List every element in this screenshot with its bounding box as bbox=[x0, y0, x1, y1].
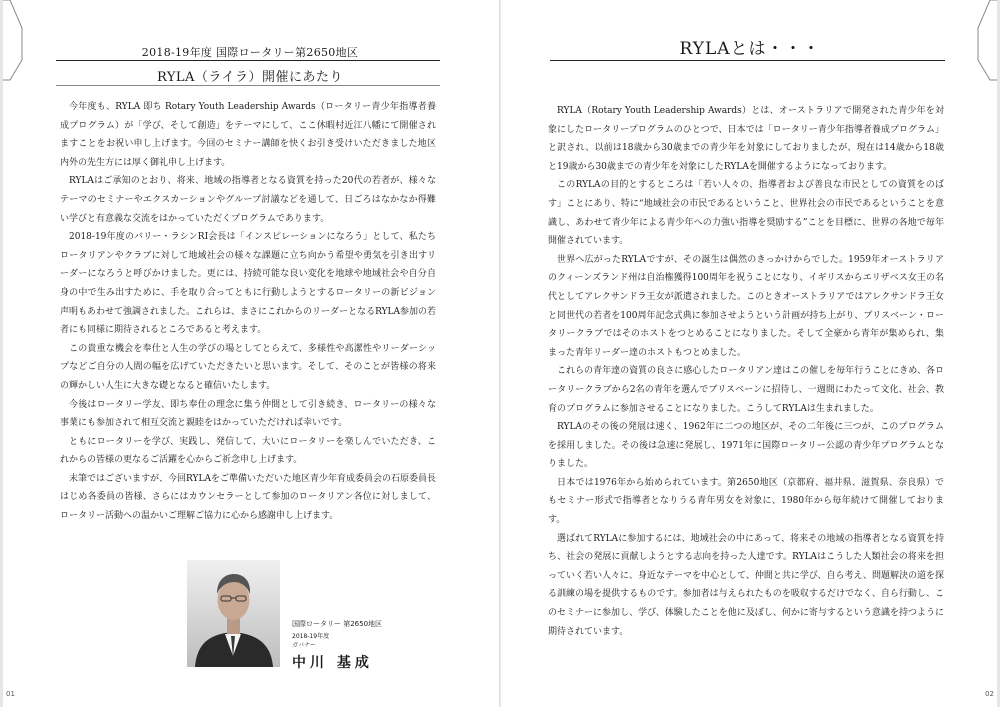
paragraph: 日本では1976年から始められています。第2650地区（京都府、福井県、滋賀県、奈良県）でもセミナー形式で指導者となりうる青年男女を対象に、1980年から毎年続けて開催しております。 bbox=[548, 477, 944, 526]
paragraph: ともにロータリーを学び、実践し、発信して、大いにロータリーを楽しんでいただき、これからの皆様の更なるご活躍を心からご祈念申し上げます。 bbox=[60, 436, 436, 466]
paragraph: このRYLAの目的とするところは「若い人々の、指導者および善良な市民としての資質をのばす」ことにあり、特に“地域社会の市民であるということ、世界社会の市民であるということを意識し、あわせて青少年による青少年への力強い指導を奨励する”ことを目標に、世界の各地で毎年開催されています。 bbox=[548, 180, 944, 247]
paragraph: 2018-19年度のバリー・ラシンRI会長は「インスピレーションになろう」として、私たちロータリアンやクラブに対して地域社会の様々な課題に立ち向かう希望や勇気を引き出すリーダーになろうと呼びかけました。更には、持続可能な良い変化を地球や地域社会や自分自身の中で生み出すために、手を取り合ってともに行動しようとするロータリーの新ビジョン声明もあわせて強調されました。これらは、まさにこれからのリーダーとなるRYLA参加の若者にも同様に期待されるところであると考えます。 bbox=[60, 232, 436, 336]
caption-organization: 国際ロータリー 第2650地区 bbox=[292, 620, 383, 628]
right-page bbox=[500, 0, 1000, 707]
right-corner-tab bbox=[976, 0, 1000, 707]
left-header-subtitle: RYLA（ライラ）開催にあたり bbox=[156, 70, 344, 85]
paragraph: この貴重な機会を奉仕と人生の学びの場としてとらえて、多様性や高潔性やリーダーシップなどご自分の人間の幅を広げていただきたいと思います。そして、そのことが皆様の将来の輝かしい人生に大きな礎となると確信いたします。 bbox=[60, 343, 436, 391]
caption-year: 2018-19年度 bbox=[292, 633, 330, 640]
portrait-photo-icon bbox=[187, 560, 280, 667]
paragraph: RYLAはご承知のとおり、将来、地域の指導者となる資質を持った20代の若者が、様々なテーマのセミナーやエクスカーションやグループ討議などを通して、日ごろはなかなか得難い学びと有意義な交流をはかっていただくプログラムであります。 bbox=[60, 176, 436, 224]
page-number-right: 02 bbox=[985, 690, 994, 698]
paragraph: 末筆ではございますが、今回RYLAをご準備いただいた地区青少年育成委員会の石原委員長はじめ各委員の皆様、さらにはカウンセラーとして参加のロータリアン各位に対しまして、ロータリー活動への温かいご理解ご協力に心から感謝申し上げます。 bbox=[60, 473, 436, 522]
governor-name: 中川 基成 bbox=[292, 655, 373, 671]
paragraph: 世界へ広がったRYLAですが、その誕生は偶然のきっかけからでした。1959年オーストラリアのクィーンズランド州は自治権獲得100周年を祝うことになり、イギリスからエリザベス女王の名代としてアレクサンドラ王女が派遣されました。このときオーストラリアではアレクサンドラ王女と同世代の若者を100周年記念式典に参加させようという計画が持ち上がり、ブリスベーン・ロータリークラブではそのホストをつとめることになりました。そして全豪から青年が集められ、集まった青年リーダー達のホストもつとめました。 bbox=[548, 254, 944, 358]
governor-portrait bbox=[187, 560, 280, 667]
paragraph: RYLA（Rotary Youth Leadership Awards）とは、オーストラリアで開発された青少年を対象にしたロータリープログラムのひとつで、日本では「ロータリー青少年指導者養成プログラム」と訳され、以前は18歳から30歳までの青少年を対象にしておりましたが、現在は14歳から18歳と19歳から30歳までの青少年を対象にしたRYLAを開催するようになっております。 bbox=[548, 106, 944, 172]
caption-role: ガバナー bbox=[292, 642, 317, 649]
paragraph: 今後はロータリー学友、即ち奉仕の理念に集う仲間として引き続き、ロータリーの様々な事業にも参加されて相互交流と親睦をはかっていただければ幸いです。 bbox=[60, 399, 436, 429]
left-header-title: 2018-19年度 国際ロータリー第2650地区 bbox=[141, 46, 359, 59]
subtitle-rule bbox=[56, 85, 440, 86]
header-rule bbox=[56, 60, 440, 61]
paragraph: 今年度も、RYLA 即ち Rotary Youth Leadership Awards（ロータリー青少年指導者養成プログラム）が「学び、そして創造」をテーマにして、ここ休暇村近江八幡にて開催されますことをお祝い申し上げます。今回のセミナー講師を快くお引き受けいただきました地区内外の先生方には厚く御礼申し上げます。 bbox=[60, 102, 436, 168]
page-number-left: 01 bbox=[6, 690, 15, 698]
paragraph: これらの青年達の資質の良さに感心したロータリアン達はこの催しを毎年行うことにきめ、各ロータリークラブから2名の青年を選んでブリスベーンに招待し、一週間にわたって文化、社会、教育のプログラムに参加させることになりました。こうしてRYLAは生まれました。 bbox=[548, 366, 944, 414]
left-body-text bbox=[60, 98, 436, 526]
paragraph: RYLAのその後の発展は速く、1962年に二つの地区が、その二年後に三つが、このプログラムを採用しました。その後は急速に発展し、1971年に国際ロータリー公認の青少年プログラムとなりました。 bbox=[548, 422, 944, 470]
paragraph: 選ばれてRYLAに参加するには、地域社会の中にあって、将来その地域の指導者となる資質を持ち、社会の発展に貢献しようとする志向を持った人達です。RYLAはこうした人類社会の将来を担っていく若い人々に、身近なテーマを中心として、仲間と共に学び、自ら考え、問題解決の道を探る訓練の場を提供するものです。参加者は与えられたものを吸収するだけでなく、自ら行動し、このセミナーに参加し、学び、体験したことを他に及ぼし、何かに寄与するという意識を持つように期待されています。 bbox=[548, 533, 945, 637]
right-body-text bbox=[548, 102, 944, 641]
left-corner-tab bbox=[0, 0, 24, 707]
right-header-title: RYLAとは・・・ bbox=[679, 39, 821, 59]
header-rule bbox=[550, 60, 945, 61]
